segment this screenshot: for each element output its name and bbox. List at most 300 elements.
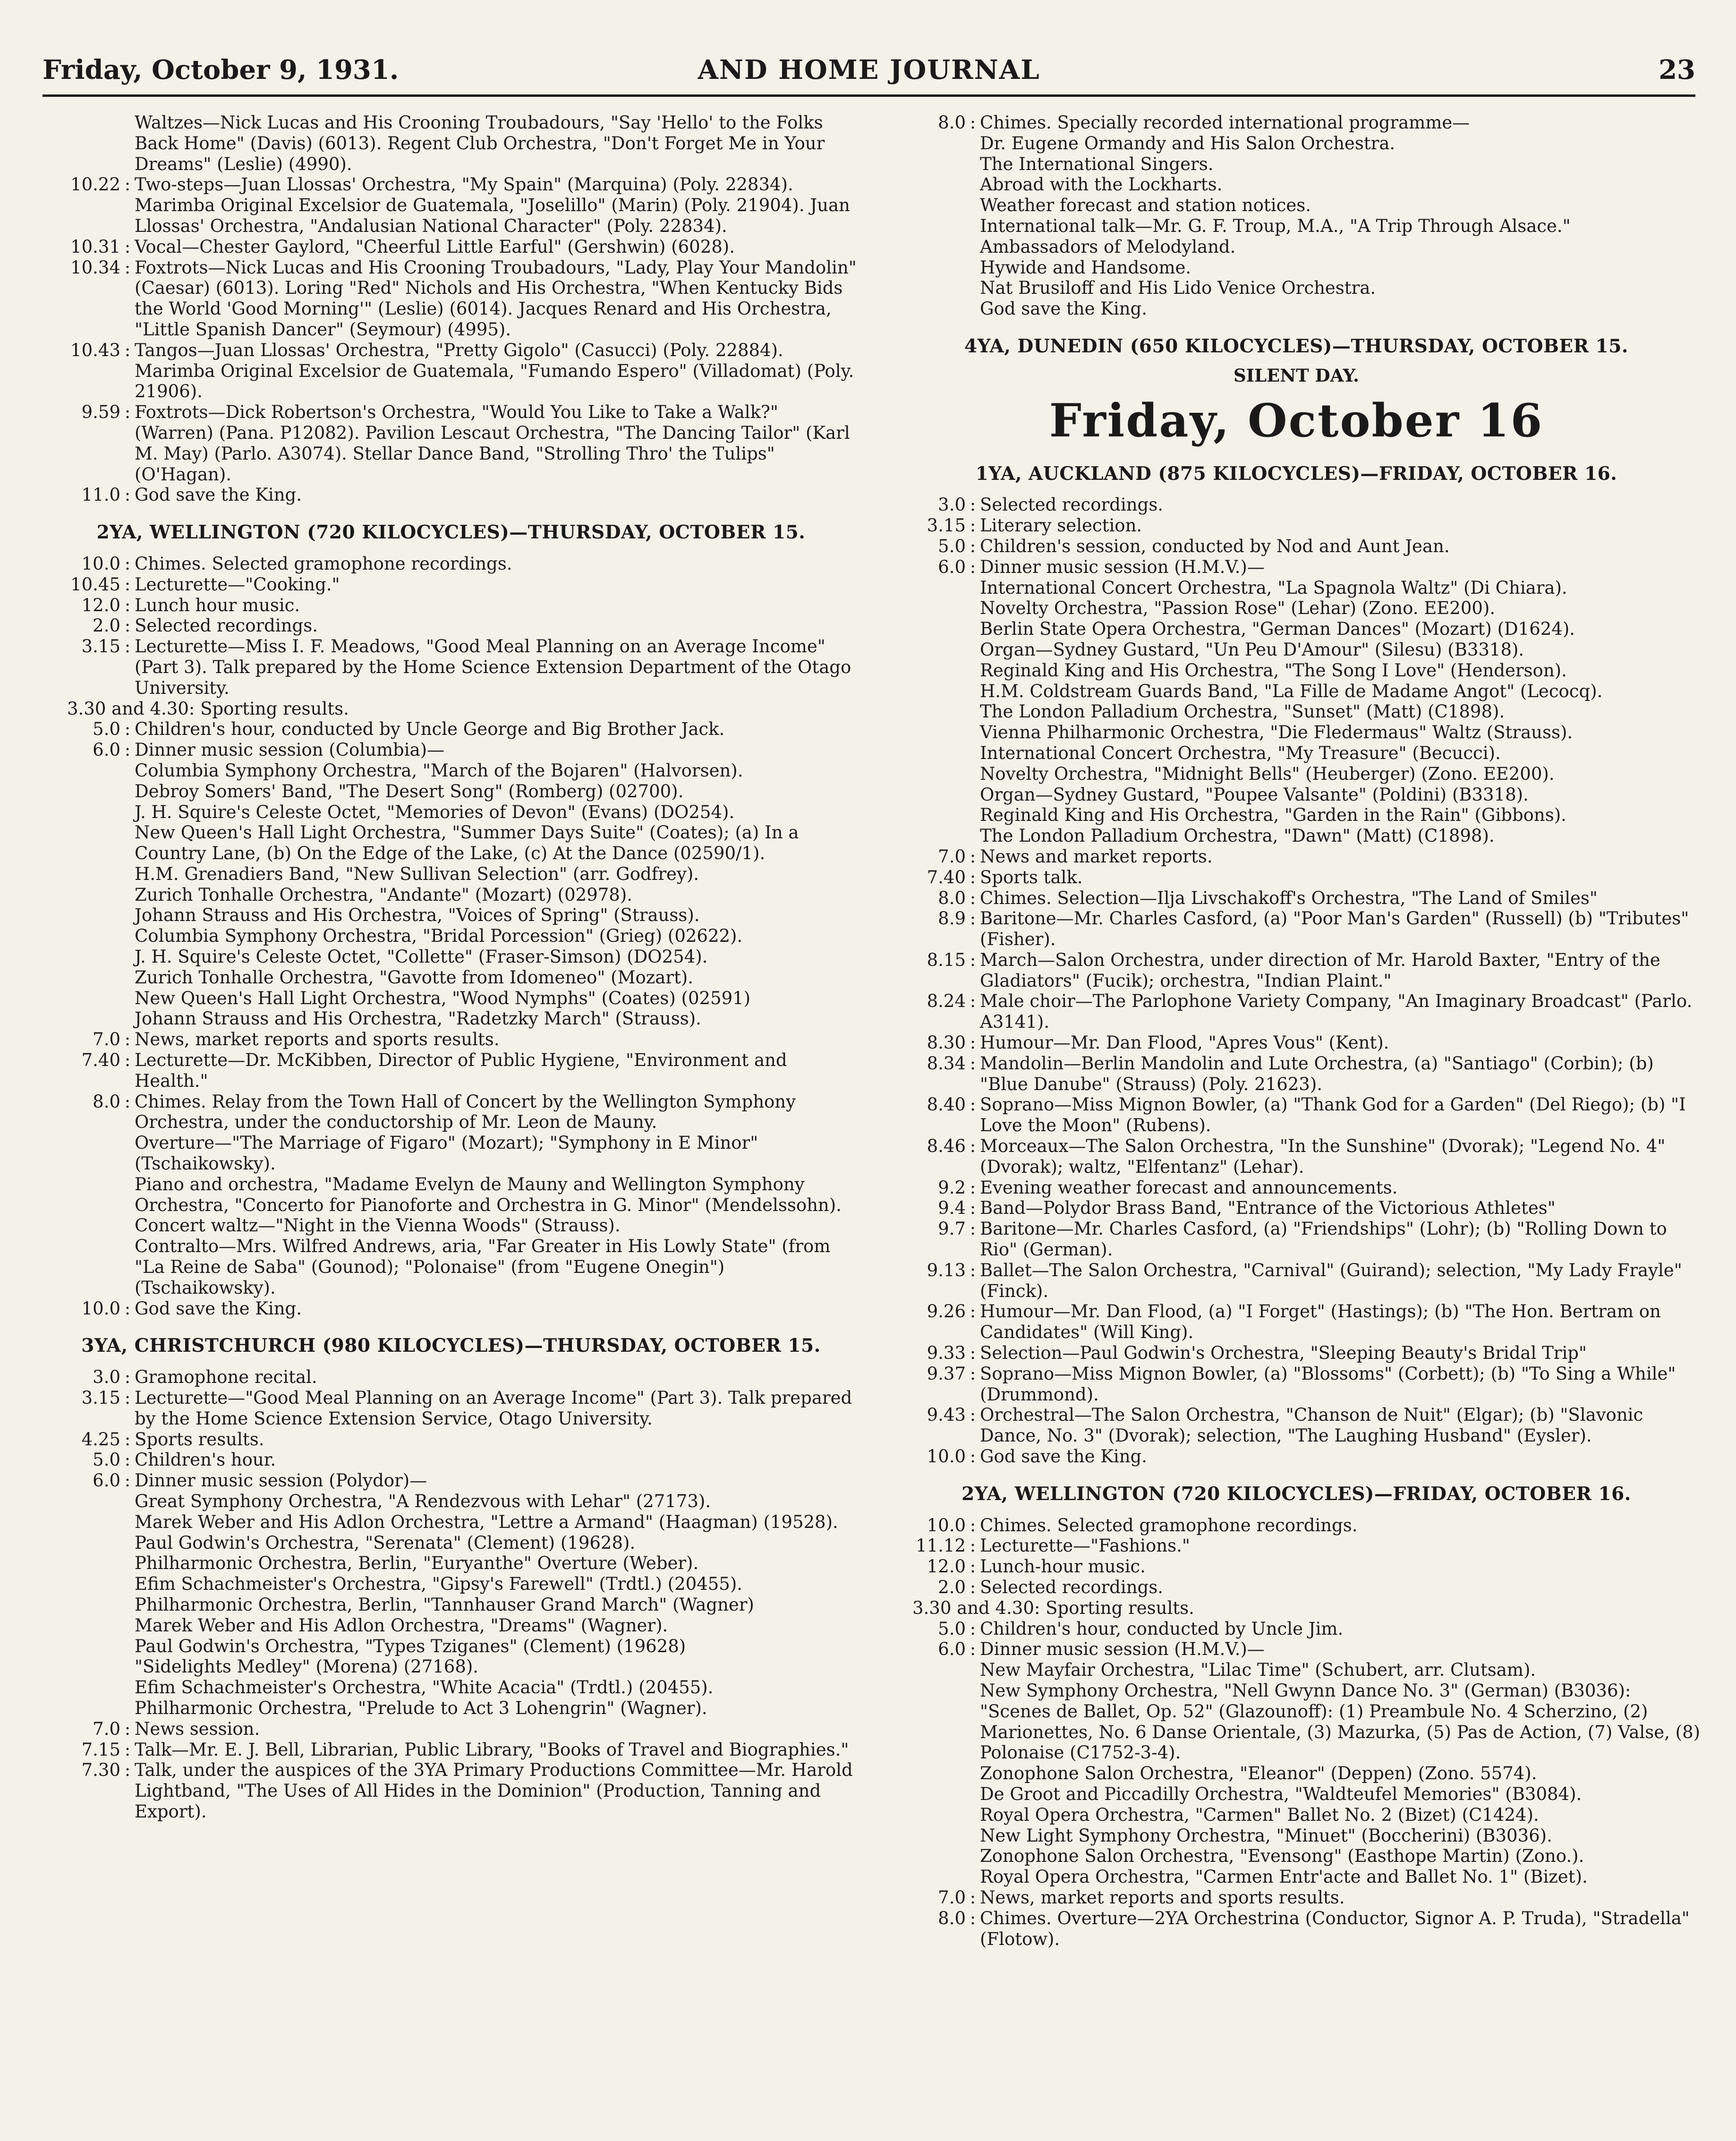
entry-time: 12.0 [927, 1556, 966, 1577]
entry-time: 10.34 [70, 257, 120, 278]
schedule-entry [43, 1050, 859, 1092]
schedule-entry [43, 1740, 859, 1760]
entry-separator: : [970, 846, 976, 867]
schedule-entry [43, 257, 859, 340]
schedule-entry [43, 340, 859, 402]
program-item: Contralto—Mrs. Wilfred Andrews, aria, "Far Greater in His Lowly State" (from "La Reine de Saba" (Gounod); "Polonaise" (from "Eugene Onegin") (Tschaikowsky). [135, 1236, 831, 1298]
entry-description: Orchestral—The Salon Orchestra, "Chanson de Nuit" (Elgar); (b) "Slavonic Dance, No. 3" (Dvorak); selection, "The Laughing Husband" (Eysler). [980, 1405, 1643, 1446]
entry-separator: : [970, 536, 976, 556]
schedule-entry [888, 1556, 1705, 1577]
schedule-entry [888, 867, 1705, 888]
entry-description: Mandolin—Berlin Mandolin and Lute Orchestra, (a) "Santiago" (Corbin); (b) "Blue Danube" (Strauss) (Poly. 21623). [980, 1053, 1654, 1094]
entry-description: Dinner music session (H.M.V.)— [980, 1639, 1265, 1660]
entry-time: 10.31 [70, 236, 120, 257]
schedule-block [43, 1029, 859, 1133]
entry-description: Children's hour. [135, 1450, 276, 1470]
entry-description: God save the King. [980, 1446, 1147, 1467]
schedule-entry [888, 1364, 1705, 1405]
schedule-entry [888, 1577, 1705, 1598]
entry-description: Soprano—Miss Mignon Bowler, (a) "Blossoms" (Corbett); (b) "To Sing a While" (Drummond). [980, 1363, 1676, 1405]
entry-separator: : [970, 1219, 976, 1239]
entry-time: 12.0 [81, 595, 120, 615]
entry-description: Chimes. Relay from the Town Hall of Concert by the Wellington Symphony Orchestra, under the conductorship of Mr. Leon de Mauny. [135, 1091, 796, 1133]
entry-description: Lunch-hour music. [980, 1556, 1146, 1577]
entry-separator: : [970, 1301, 976, 1322]
entry-description: Band—Polydor Brass Band, "Entrance of the Victorious Athletes" [980, 1198, 1556, 1219]
section-title-1ya-friday: 1YA, AUCKLAND (875 KILOCYCLES)—FRIDAY, OCTOBER 16. [975, 462, 1617, 485]
entry-separator: : [124, 485, 131, 505]
entry-description: Tangos—Juan Llossas' Orchestra, "Pretty Gigolo" (Casucci) (Poly. 22884). Marimba Original Excelsior de Guatemala, "Fumando Espero" (Villadomat) (Poly. 21906). [135, 340, 854, 402]
program-item: Zonophone Salon Orchestra, "Evensong" (Easthope Martin) (Zono.). [980, 1846, 1584, 1867]
entry-separator: : [970, 1556, 976, 1577]
program-item: Philharmonic Orchestra, "Prelude to Act 3 Lohengrin" (Wagner). [135, 1697, 707, 1718]
entry-time: 6.0 [93, 740, 120, 760]
entry-description: Talk—Mr. E. J. Bell, Librarian, Public Library, "Books of Travel and Biographies." [135, 1739, 849, 1760]
entry-time: 9.37 [927, 1363, 966, 1384]
entry-separator: : [970, 1535, 976, 1556]
entry-time: 10.0 [927, 1515, 966, 1535]
schedule-entry [43, 719, 859, 740]
schedule-entry [888, 1177, 1705, 1198]
schedule-entry [43, 1760, 859, 1822]
entry-separator: : [124, 719, 131, 740]
entry-time: 6.0 [93, 1470, 120, 1491]
program-item: De Groot and Piccadilly Orchestra, "Waldteufel Memories" (B3084). [980, 1783, 1582, 1804]
entry-description: Selected recordings. [980, 495, 1163, 515]
program-item: The International Singers. [980, 154, 1214, 174]
entry-time: 3.15 [81, 1388, 120, 1408]
entry-separator: : [970, 1053, 976, 1074]
entry-separator: : [970, 908, 976, 929]
sporting-results-line: 3.30 and 4.30: Sporting results. [912, 1597, 1194, 1618]
section-title-2ya-friday: 2YA, WELLINGTON (720 KILOCYCLES)—FRIDAY, OCTOBER 16. [962, 1483, 1631, 1505]
program-item: International Concert Orchestra, "My Treasure" (Becucci). [980, 742, 1501, 763]
schedule-block [43, 1298, 859, 1319]
program-item: J. H. Squire's Celeste Octet, "Collette" (Fraser-Simson) (DO254). [135, 947, 708, 967]
entry-description: Ballet—The Salon Orchestra, "Carnival" (Guirand); selection, "My Lady Frayle" (Finck). [980, 1260, 1682, 1301]
entry-time: 7.0 [93, 1718, 120, 1739]
entry-description: Lecturette—"Good Meal Planning on an Average Income" (Part 3). Talk prepared by the Home Science Extension Service, Otago University. [135, 1388, 852, 1429]
entry-time: 9.43 [927, 1405, 966, 1425]
program-item: International talk—Mr. G. F. Troup, M.A., "A Trip Through Alsace." [980, 215, 1571, 236]
entry-separator: : [124, 1367, 131, 1388]
schedule-entry [43, 740, 859, 760]
entry-separator: : [970, 1577, 976, 1597]
entry-time: 4.25 [81, 1429, 120, 1450]
schedule-entry [888, 1515, 1705, 1536]
program-item: Marek Weber and His Adlon Orchestra, "Lettre a Armand" (Haagman) (19528). [135, 1511, 838, 1532]
entry-description: Sports talk. [980, 867, 1083, 887]
program-item: New Mayfair Orchestra, "Lilac Time" (Schubert, arr. Clutsam). [980, 1660, 1536, 1680]
schedule-entry [888, 1446, 1705, 1467]
program-item: Novelty Orchestra, "Passion Rose" (Lehar) (Zono. EE200). [980, 598, 1496, 619]
program-item: New Queen's Hall Light Orchestra, "Summer Days Suite" (Coates); (a) In a Country Lane, (b) On the Edge of the Lake, (c) At the Dance (02590/1). [135, 822, 799, 864]
program-item: J. H. Squire's Celeste Octet, "Memories of Devon" (Evans) (DO254). [135, 802, 735, 822]
schedule-entry [888, 1260, 1705, 1302]
entry-description: Dinner music session (Polydor)— [135, 1470, 427, 1491]
entry-description: Morceaux—The Salon Orchestra, "In the Sunshine" (Dvorak); "Legend No. 4" (Dvorak); waltz, "Elfentanz" (Lehar). [980, 1136, 1666, 1177]
polydor-music-list [43, 1491, 859, 1719]
program-item: New Light Symphony Orchestra, "Minuet" (Boccherini) (B3036). [980, 1825, 1552, 1846]
schedule-entry [43, 1429, 859, 1450]
entry-time: 6.0 [938, 556, 966, 577]
entry-separator: : [124, 1029, 131, 1050]
entry-separator: : [970, 949, 976, 970]
entry-description: Chimes. Specially recorded international programme— [980, 112, 1470, 133]
entry-separator: : [970, 1887, 976, 1908]
entry-description: Vocal—Chester Gaylord, "Cheerful Little Earful" (Gershwin) (6028). [135, 236, 735, 257]
entry-separator: : [970, 1405, 976, 1425]
entry-description: Gramophone recital. [135, 1367, 317, 1388]
schedule-entry [888, 888, 1705, 909]
program-item: Royal Opera Orchestra, "Carmen Entr'acte and Ballet No. 1" (Bizet). [980, 1867, 1588, 1887]
entry-time: 10.45 [70, 574, 120, 595]
entry-separator: : [970, 556, 976, 577]
program-item: New Queen's Hall Light Orchestra, "Wood Nymphs" (Coates) (02591) [135, 988, 751, 1008]
entry-time: 7.0 [938, 1887, 966, 1908]
entry-separator: : [124, 1050, 131, 1071]
entry-time: 9.33 [927, 1343, 966, 1364]
program-item: Paul Godwin's Orchestra, "Types Tziganes" (Clement) (19628) [135, 1636, 686, 1656]
header-journal-title: AND HOME JOURNAL [698, 54, 1040, 85]
schedule-entry [888, 1887, 1705, 1908]
entry-time: 10.0 [81, 1298, 120, 1319]
entry-description: News and market reports. [980, 846, 1213, 867]
intro-continuation [43, 112, 859, 174]
schedule-block [888, 495, 1705, 577]
schedule-entry [43, 485, 859, 505]
entry-description: Selection—Paul Godwin's Orchestra, "Sleeping Beauty's Bridal Trip" [980, 1343, 1587, 1364]
entry-separator: : [124, 1388, 131, 1408]
schedule-entry [43, 1719, 859, 1740]
hmv-music-list [888, 578, 1705, 846]
entry-time: 5.0 [938, 536, 966, 556]
entry-description: Baritone—Mr. Charles Casford, (a) "Poor Man's Garden" (Russell) (b) "Tributes" (Fisher). [980, 908, 1689, 950]
program-item: Efim Schachmeister's Orchestra, "Gipsy's Farewell" (Trdtl.) (20455). [135, 1574, 743, 1595]
program-item: Dr. Eugene Ormandy and His Salon Orchestra. [980, 133, 1396, 154]
program-item: Weather forecast and station notices. [980, 195, 1311, 216]
schedule-block [43, 554, 859, 699]
schedule-entry [43, 636, 859, 698]
entry-time: 7.0 [93, 1029, 120, 1050]
entry-time: 2.0 [93, 615, 120, 636]
schedule-entry [43, 595, 859, 616]
schedule-entry [888, 1535, 1705, 1556]
entry-description: God save the King. [135, 1298, 302, 1319]
program-item: Royal Opera Orchestra, "Carmen" Ballet No. 2 (Bizet) (C1424). [980, 1804, 1539, 1825]
schedule-entry [43, 1092, 859, 1133]
entry-separator: : [124, 1718, 131, 1739]
entry-separator: : [124, 257, 131, 278]
schedule-entry [888, 950, 1705, 991]
schedule-entry [43, 1388, 859, 1429]
section-title-3ya-thursday: 3YA, CHRISTCHURCH (980 KILOCYCLES)—THURSDAY, OCTOBER 15. [81, 1335, 821, 1357]
entry-time: 11.12 [916, 1535, 966, 1556]
entry-description: Chimes. Overture—2YA Orchestrina (Conductor, Signor A. P. Truda), "Stradella" (Flotow). [980, 1908, 1690, 1949]
entry-description: Children's hour, conducted by Uncle Jim. [980, 1618, 1344, 1639]
concert-program-list [43, 1133, 859, 1298]
schedule-block [888, 1619, 1705, 1660]
program-item: Reginald King and His Orchestra, "Garden in the Rain" (Gibbons). [980, 805, 1566, 826]
schedule-entry [43, 554, 859, 574]
entry-time: 8.24 [927, 991, 966, 1012]
entry-time: 8.0 [938, 1908, 966, 1928]
entry-time: 8.15 [927, 949, 966, 970]
schedule-entry [43, 174, 859, 236]
entry-description: Talk, under the auspices of the 3YA Primary Productions Committee—Mr. Harold Lightband, "The Uses of All Hides in the Dominion" (Production, Tanning and Export). [135, 1760, 853, 1822]
entry-time: 8.0 [938, 112, 966, 133]
entry-time: 9.4 [938, 1198, 966, 1219]
schedule-entry [888, 908, 1705, 950]
program-item: Organ—Sydney Gustard, "Poupee Valsante" (Poldini) (B3318). [980, 784, 1529, 805]
entry-time: 9.59 [81, 402, 120, 423]
international-program-list [888, 133, 1705, 319]
schedule-entry [43, 1298, 859, 1319]
schedule-entry [888, 1343, 1705, 1364]
entry-description: Chimes. Selection—Ilja Livschakoff's Orchestra, "The Land of Smiles" [980, 887, 1598, 908]
program-item: "Sidelights Medley" (Morena) (27168). [135, 1656, 479, 1677]
entry-description: March—Salon Orchestra, under direction of Mr. Harold Baxter, "Entry of the Gladiators" (Fucik); orchestra, "Indian Plaint." [980, 949, 1660, 991]
right-column [888, 112, 1705, 1949]
entry-description: Dinner music session (Columbia)— [135, 740, 445, 760]
entry-separator: : [124, 1760, 131, 1781]
program-item: New Symphony Orchestra, "Nell Gwynn Dance No. 3" (German) (B3036): "Scenes de Ballet, Op. 52" (Glazounoff): (1) Preambule No. 4 Scherzino, (2) Marionettes, No. 6 Danse Orientale, (3) Mazurka, (5) Pas de Action, (7) Valse, (8) Polonaise (C1752-3-4). [980, 1680, 1701, 1763]
schedule-entry [43, 574, 859, 595]
schedule-entry [888, 515, 1705, 536]
schedule-entry [888, 1198, 1705, 1219]
entry-description: Children's hour, conducted by Uncle George and Big Brother Jack. [135, 719, 725, 740]
sporting-results-line: 3.30 and 4.30: Sporting results. [67, 698, 349, 719]
entry-description: Humour—Mr. Dan Flood, "Apres Vous" (Kent). [980, 1032, 1389, 1053]
entry-separator: : [970, 1908, 976, 1928]
entry-time: 2.0 [938, 1577, 966, 1597]
entry-description: Two-steps—Juan Llossas' Orchestra, "My Spain" (Marquina) (Poly. 22834). Marimba Original Excelsior de Guatemala, "Joselillo" (Marin) (Poly. 21904). Juan Llossas' Orchestra, "Andalusian National Character" (Poly. 22834). [135, 174, 850, 236]
schedule-entry [888, 846, 1705, 867]
program-item: Berlin State Opera Orchestra, "German Dances" (Mozart) (D1624). [980, 619, 1575, 640]
entry-time: 10.0 [81, 553, 120, 574]
entry-separator: : [124, 1739, 131, 1760]
entry-description: Evening weather forecast and announcements. [980, 1177, 1398, 1198]
program-item: The London Palladium Orchestra, "Dawn" (Matt) (C1898). [980, 826, 1495, 846]
entry-separator: : [124, 174, 131, 195]
program-item: Zurich Tonhalle Orchestra, "Gavotte from Idomeneo" (Mozart). [135, 967, 694, 988]
entry-description: Dinner music session (H.M.V.)— [980, 556, 1265, 577]
program-item: God save the King. [980, 299, 1147, 319]
page-header [43, 47, 1695, 97]
schedule-entry [888, 1619, 1705, 1639]
entry-time: 3.0 [93, 1367, 120, 1388]
silent-day-note: SILENT DAY. [1234, 365, 1359, 386]
schedule-block [888, 1887, 1705, 1949]
program-item: Efim Schachmeister's Orchestra, "White Acacia" (Trdtl.) (20455). [135, 1677, 714, 1698]
program-item: Columbia Symphony Orchestra, "March of the Bojaren" (Halvorsen). [135, 760, 743, 781]
entry-description: Humour—Mr. Dan Flood, (a) "I Forget" (Hastings); (b) "The Hon. Bertram on Candidates" (Will King). [980, 1301, 1661, 1343]
entry-time: 8.30 [927, 1032, 966, 1053]
entry-separator: : [124, 636, 131, 657]
entry-separator: : [970, 1515, 976, 1535]
entry-description: Lecturette—"Fashions." [980, 1535, 1190, 1556]
schedule-entry [43, 615, 859, 636]
section-title-2ya-thursday: 2YA, WELLINGTON (720 KILOCYCLES)—THURSDAY, OCTOBER 15. [96, 521, 806, 544]
entry-separator: : [970, 515, 976, 536]
entry-time: 6.0 [938, 1639, 966, 1660]
entry-separator: : [970, 1363, 976, 1384]
program-item: Zonophone Salon Orchestra, "Eleanor" (Deppen) (Zono. 5574). [980, 1763, 1537, 1784]
header-page-number: 23 [1659, 54, 1695, 85]
entry-separator: : [970, 1198, 976, 1219]
schedule-block [43, 1367, 859, 1491]
entry-description: Male choir—The Parlophone Variety Company, "An Imaginary Broadcast" (Parlo. A3141). [980, 991, 1693, 1032]
entry-separator: : [970, 1094, 976, 1115]
entry-description: Lecturette—Dr. McKibben, Director of Public Hygiene, "Environment and Health." [135, 1050, 787, 1091]
entry-description: Sports results. [135, 1429, 264, 1450]
entry-description: News, market reports and sports results. [980, 1887, 1345, 1908]
entry-description: Soprano—Miss Mignon Bowler, (a) "Thank God for a Garden" (Del Riego); (b) "I Love the Moon" (Rubens). [980, 1094, 1686, 1136]
entry-time: 9.26 [927, 1301, 966, 1322]
entry-separator: : [970, 1032, 976, 1053]
entry-description: Selected recordings. [980, 1577, 1163, 1597]
entry-separator: : [970, 495, 976, 515]
entry-separator: : [970, 867, 976, 887]
entry-time: 8.9 [938, 908, 966, 929]
program-item: Ambassadors of Melodyland. [980, 236, 1236, 257]
program-item: H.M. Coldstream Guards Band, "La Fille de Madame Angot" (Lecocq). [980, 681, 1603, 701]
program-item: Debroy Somers' Band, "The Desert Song" (Romberg) (02700). [135, 781, 684, 802]
program-item: Philharmonic Orchestra, Berlin, "Euryanthe" Overture (Weber). [135, 1553, 699, 1574]
entry-separator: : [124, 1298, 131, 1319]
entry-separator: : [970, 112, 976, 133]
entry-time: 9.2 [938, 1177, 966, 1198]
entry-time: 9.13 [927, 1260, 966, 1280]
entry-separator: : [124, 595, 131, 615]
schedule-entry [888, 536, 1705, 557]
schedule-block [43, 719, 859, 760]
schedule-block [888, 112, 1705, 133]
entry-separator: : [124, 1091, 131, 1112]
program-item: Organ—Sydney Gustard, "Un Peu D'Amour" (Silesu) (B3318). [980, 639, 1524, 660]
program-item: Zurich Tonhalle Orchestra, "Andante" (Mozart) (02978). [135, 884, 633, 905]
entry-description: News, market reports and sports results. [135, 1029, 500, 1050]
entry-description: Baritone—Mr. Charles Casford, (a) "Friendships" (Lohr); (b) "Rolling Down to Rio" (German). [980, 1219, 1667, 1260]
entry-separator: : [970, 1618, 976, 1639]
entry-separator: : [124, 615, 131, 636]
schedule-entry [43, 1470, 859, 1491]
schedule-entry [888, 1053, 1705, 1095]
entry-separator: : [970, 1260, 976, 1280]
schedule-entry [43, 1029, 859, 1050]
program-item: Marek Weber and His Adlon Orchestra, "Dreams" (Wagner). [135, 1615, 668, 1636]
entry-time: 7.15 [81, 1739, 120, 1760]
program-item: Piano and orchestra, "Madame Evelyn de Mauny and Wellington Symphony Orchestra, "Concerto for Pianoforte and Orchestra in G. Minor" (Mendelssohn). [135, 1174, 842, 1215]
entry-description: Lecturette—"Cooking." [135, 574, 340, 595]
section-title-4ya-thursday: 4YA, DUNEDIN (650 KILOCYCLES)—THURSDAY, OCTOBER 15. [964, 335, 1628, 357]
entry-time: 9.7 [938, 1219, 966, 1239]
program-item: Abroad with the Lockharts. [980, 174, 1223, 195]
entry-time: 7.40 [81, 1050, 120, 1071]
schedule-entry [888, 495, 1705, 515]
entry-separator: : [124, 1429, 131, 1450]
program-item: Nat Brusiloff and His Lido Venice Orchestra. [980, 278, 1376, 299]
schedule-entry [43, 237, 859, 257]
entry-description: News session. [135, 1718, 260, 1739]
schedule-entry [888, 1639, 1705, 1660]
entry-description: Children's session, conducted by Nod and Aunt Jean. [980, 536, 1450, 556]
entry-time: 8.0 [938, 887, 966, 908]
program-item: Reginald King and His Orchestra, "The Song I Love" (Henderson). [980, 660, 1567, 681]
entry-description: Literary selection. [980, 515, 1142, 536]
entry-description: God save the King. [135, 485, 302, 505]
entry-separator: : [970, 1446, 976, 1467]
entry-separator: : [970, 1177, 976, 1198]
entry-time: 7.30 [81, 1760, 120, 1781]
schedule-entry [888, 1219, 1705, 1260]
entry-time: 8.46 [927, 1136, 966, 1157]
schedule-entry [888, 1032, 1705, 1053]
program-item: Hywide and Handsome. [980, 257, 1191, 278]
entry-time: 10.22 [70, 174, 120, 195]
entry-separator: : [970, 1343, 976, 1364]
entry-description: Selected recordings. [135, 615, 318, 636]
entry-description: Foxtrots—Nick Lucas and His Crooning Troubadours, "Lady, Play Your Mandolin" (Caesar) (6013). Loring "Red" Nichols and His Orchestra, "When Kentucky Bids the World 'Good Morning'" (Leslie) (6014). Jacques Renard and His Orchestra, "Little Spanish Dancer" (Seymour) (4995). [135, 257, 857, 340]
entry-description: Foxtrots—Dick Robertson's Orchestra, "Would You Like to Take a Walk?" (Warren) (Pana. P12082). Pavilion Lescaut Orchestra, "The Dancing Tailor" (Karl M. May) (Parlo. A3074). Stellar Dance Band, "Strolling Thro' the Tulips" (O'Hagan). [135, 402, 850, 485]
entry-separator: : [970, 991, 976, 1012]
schedule-block [888, 1515, 1705, 1598]
program-item: Paul Godwin's Orchestra, "Serenata" (Clement) (19628). [135, 1532, 636, 1553]
entry-description: Chimes. Selected gramophone recordings. [980, 1515, 1358, 1535]
schedule-entry [43, 402, 859, 485]
entry-separator: : [124, 1450, 131, 1470]
day-heading: Friday, October 16 [1049, 393, 1544, 447]
program-item: International Concert Orchestra, "La Spagnola Waltz" (Di Chiara). [980, 577, 1567, 598]
entry-separator: : [124, 402, 131, 423]
entry-time: 3.15 [927, 515, 966, 536]
left-column [43, 112, 859, 1822]
entry-time: 8.34 [927, 1053, 966, 1074]
entry-time: 11.0 [81, 485, 120, 505]
schedule-entry [43, 1367, 859, 1388]
schedule-entry [888, 1301, 1705, 1343]
program-item: Waltzes—Nick Lucas and His Crooning Troubadours, "Say 'Hello' to the Folks Back Home" (Davis) (6013). Regent Club Orchestra, "Don't Forget Me in Your Dreams" (Leslie) (4990). [135, 112, 825, 174]
program-item: Great Symphony Orchestra, "A Rendezvous with Lehar" (27173). [135, 1491, 711, 1511]
entry-separator: : [124, 340, 131, 360]
schedule-entry [43, 1450, 859, 1470]
program-item: Concert waltz—"Night in the Vienna Woods" (Strauss). [135, 1215, 621, 1236]
entry-time: 7.0 [938, 846, 966, 867]
program-item: The London Palladium Orchestra, "Sunset" (Matt) (C1898). [980, 701, 1505, 722]
entry-time: 8.40 [927, 1094, 966, 1115]
entry-time: 5.0 [93, 1450, 120, 1470]
entry-separator: : [970, 1136, 976, 1157]
entry-time: 3.0 [938, 495, 966, 515]
schedule-block [43, 1719, 859, 1822]
entry-separator: : [124, 574, 131, 595]
dinner-music-list [43, 760, 859, 1029]
schedule-entry [888, 557, 1705, 578]
schedule-block [888, 846, 1705, 1467]
program-item: Columbia Symphony Orchestra, "Bridal Porcession" (Grieg) (02622). [135, 926, 743, 947]
header-date: Friday, October 9, 1931. [43, 54, 399, 85]
entry-time: 10.0 [927, 1446, 966, 1467]
entry-time: 8.0 [93, 1091, 120, 1112]
schedule-entry [888, 1908, 1705, 1950]
hmv-music-list-2 [888, 1660, 1705, 1887]
program-item: Johann Strauss and His Orchestra, "Radetzky March" (Strauss). [135, 1008, 701, 1029]
entry-time: 5.0 [938, 1618, 966, 1639]
schedule-entry [888, 991, 1705, 1032]
entry-separator: : [124, 236, 131, 257]
entry-time: 7.40 [927, 867, 966, 887]
schedule-entry [888, 112, 1705, 133]
